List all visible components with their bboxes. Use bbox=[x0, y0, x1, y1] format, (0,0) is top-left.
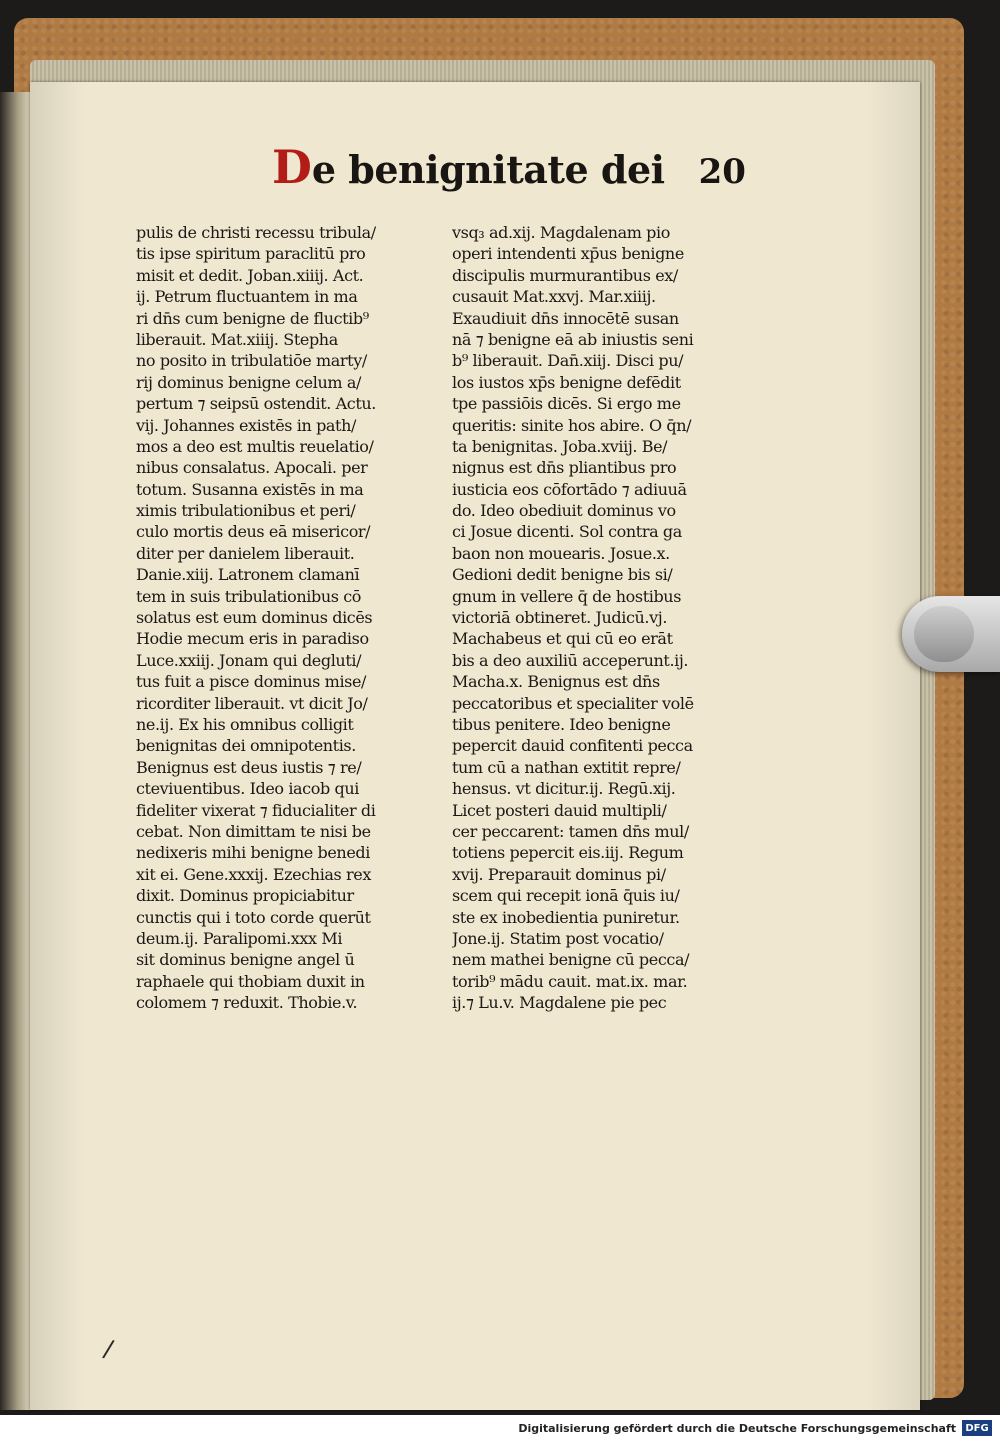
text-column-left bbox=[136, 222, 436, 1013]
text-line: Benignus est deus iustis ⁊ re/ bbox=[136, 757, 362, 777]
text-line: tis ipse spiritum paraclitū pro bbox=[136, 244, 366, 264]
text-line: pertum ⁊ seipsū ostendit. Actu. bbox=[136, 394, 376, 414]
text-line: torib⁹ mādu cauit. mat.ix. mar. bbox=[452, 971, 688, 991]
text-line: vij. Johannes existēs in path/ bbox=[136, 415, 356, 435]
text-line: colomem ⁊ reduxit. Thobie.v. bbox=[136, 993, 358, 1013]
text-line: Luce.xxiij. Jonam qui degluti/ bbox=[136, 650, 362, 670]
pencil-mark: / bbox=[101, 1334, 116, 1364]
text-line: totum. Susanna existēs in ma bbox=[136, 479, 364, 499]
text-line: fideliter vixerat ⁊ fiducialiter di bbox=[136, 800, 376, 820]
folio-number: 20 bbox=[698, 152, 746, 192]
text-line: ri dn̄s cum benigne de fluctib⁹ bbox=[136, 308, 369, 328]
text-line: diter per danielem liberauit. bbox=[136, 543, 355, 563]
text-line: Macha.x. Benignus est dn̄s bbox=[452, 672, 660, 692]
text-line: peccatoribus et specialiter volē bbox=[452, 693, 694, 713]
facing-page-edge bbox=[0, 92, 32, 1410]
text-line: ci Josue dicenti. Sol contra ga bbox=[452, 522, 682, 542]
text-line: bis a deo auxiliū acceperunt.ij. bbox=[452, 650, 689, 670]
text-line: discipulis murmurantibus ex/ bbox=[452, 265, 678, 285]
text-line: Jone.ij. Statim post vocatio/ bbox=[452, 928, 664, 948]
text-line: ximis tribulationibus et peri/ bbox=[136, 501, 356, 521]
text-line: no posito in tribulatiōe marty/ bbox=[136, 351, 367, 371]
text-line: benignitas dei omnipotentis. bbox=[136, 736, 356, 756]
text-line: tibus penitere. Ideo benigne bbox=[452, 714, 671, 734]
text-line: cebat. Non dimittam te nisi be bbox=[136, 821, 371, 841]
text-line: b⁹ liberauit. Dan̄.xiij. Disci pu/ bbox=[452, 351, 684, 371]
text-line: victoriā obtineret. Judicū.vj. bbox=[452, 608, 668, 628]
footer-credit: Digitalisierung gefördert durch die Deutsche Forschungsgemeinschaft bbox=[518, 1421, 956, 1435]
text-line: Machabeus et qui cū eo erāt bbox=[452, 629, 673, 649]
text-line: sit dominus benigne angel ū bbox=[136, 950, 355, 970]
text-line: ricorditer liberauit. vt dicit Jo/ bbox=[136, 693, 368, 713]
text-line: culo mortis deus eā misericor/ bbox=[136, 522, 371, 542]
text-line: Licet posteri dauid multipli/ bbox=[452, 800, 667, 820]
text-line: operi intendenti xp̄us benigne bbox=[452, 244, 684, 264]
text-line: tpe passiōis dicēs. Si ergo me bbox=[452, 394, 681, 414]
text-line: tum cū a nathan extitit repre/ bbox=[452, 757, 681, 777]
text-line: Hodie mecum eris in paradiso bbox=[136, 629, 369, 649]
text-line: cusauit Mat.xxvj. Mar.xiiij. bbox=[452, 287, 656, 307]
text-line: los iustos xp̄s benigne defēdit bbox=[452, 372, 681, 392]
text-line: misit et dedit. Joban.xiiij. Act. bbox=[136, 265, 364, 285]
text-line: raphaele qui thobiam duxit in bbox=[136, 971, 365, 991]
text-line: nā ⁊ benigne eā ab iniustis seni bbox=[452, 329, 694, 349]
text-line: xit ei. Gene.xxxij. Ezechias rex bbox=[136, 864, 371, 884]
text-line: ta benignitas. Joba.xviij. Be/ bbox=[452, 436, 668, 456]
running-header bbox=[272, 140, 746, 200]
text-line: nedixeris mihi benigne benedi bbox=[136, 843, 370, 863]
text-line: ste ex inobedientia puniretur. bbox=[452, 907, 680, 927]
text-line: ij.⁊ Lu.v. Magdalene pie pec bbox=[452, 993, 667, 1013]
text-line: hensus. vt dicitur.ij. Regū.xij. bbox=[452, 779, 676, 799]
text-line: totiens pepercit eis.iij. Regum bbox=[452, 843, 684, 863]
text-line: pepercit dauid confitenti pecca bbox=[452, 736, 693, 756]
header-initial: D bbox=[272, 140, 312, 194]
text-line: vsq₃ ad.xij. Magdalenam pio bbox=[452, 223, 670, 242]
dfg-logo: DFG bbox=[962, 1420, 992, 1436]
text-line: deum.ij. Paralipomi.xxx Mi bbox=[136, 928, 343, 948]
clip-shine bbox=[914, 606, 974, 662]
page-clip bbox=[902, 596, 1000, 672]
text-line: scem qui recepit ionā q̄uis iu/ bbox=[452, 886, 680, 906]
text-line: nibus consalatus. Apocali. per bbox=[136, 458, 368, 478]
text-line: nem mathei benigne cū pecca/ bbox=[452, 950, 690, 970]
text-line: pulis de christi recessu tribula/ bbox=[136, 223, 376, 242]
text-line: gnum in vellere q̄ de hostibus bbox=[452, 586, 682, 606]
text-line: cteviuentibus. Ideo iacob qui bbox=[136, 779, 359, 799]
text-line: queritis: sinite hos abire. O q̄n/ bbox=[452, 415, 692, 435]
text-line: iusticia eos cōfortādo ⁊ adiuuā bbox=[452, 479, 687, 499]
text-line: Danie.xiij. Latronem clamanī bbox=[136, 565, 360, 585]
footer-bar bbox=[0, 1415, 1000, 1441]
text-line: ne.ij. Ex his omnibus colligit bbox=[136, 714, 354, 734]
text-line: nignus est dn̄s pliantibus pro bbox=[452, 458, 677, 478]
text-line: dixit. Dominus propiciabitur bbox=[136, 886, 354, 906]
text-line: cer peccarent: tamen dn̄s mul/ bbox=[452, 821, 689, 841]
text-line: mos a deo est multis reuelatio/ bbox=[136, 436, 374, 456]
text-line: Gedioni dedit benigne bis si/ bbox=[452, 565, 673, 585]
header-title: e benignitate dei bbox=[311, 147, 665, 192]
text-column-right bbox=[452, 222, 752, 1013]
text-line: ij. Petrum fluctuantem in ma bbox=[136, 287, 358, 307]
text-line: cunctis qui i toto corde querūt bbox=[136, 907, 371, 927]
text-line: Exaudiuit dn̄s innocētē susan bbox=[452, 308, 679, 328]
text-line: solatus est eum dominus dicēs bbox=[136, 608, 373, 628]
text-line: xvij. Preparauit dominus pi/ bbox=[452, 864, 666, 884]
text-line: rij dominus benigne celum a/ bbox=[136, 372, 361, 392]
text-line: baon non mouearis. Josue.x. bbox=[452, 543, 670, 563]
text-line: do. Ideo obediuit dominus vo bbox=[452, 501, 676, 521]
text-line: tem in suis tribulationibus cō bbox=[136, 586, 362, 606]
text-line: liberauit. Mat.xiiij. Stepha bbox=[136, 329, 338, 349]
text-line: tus fuit a pisce dominus mise/ bbox=[136, 672, 367, 692]
